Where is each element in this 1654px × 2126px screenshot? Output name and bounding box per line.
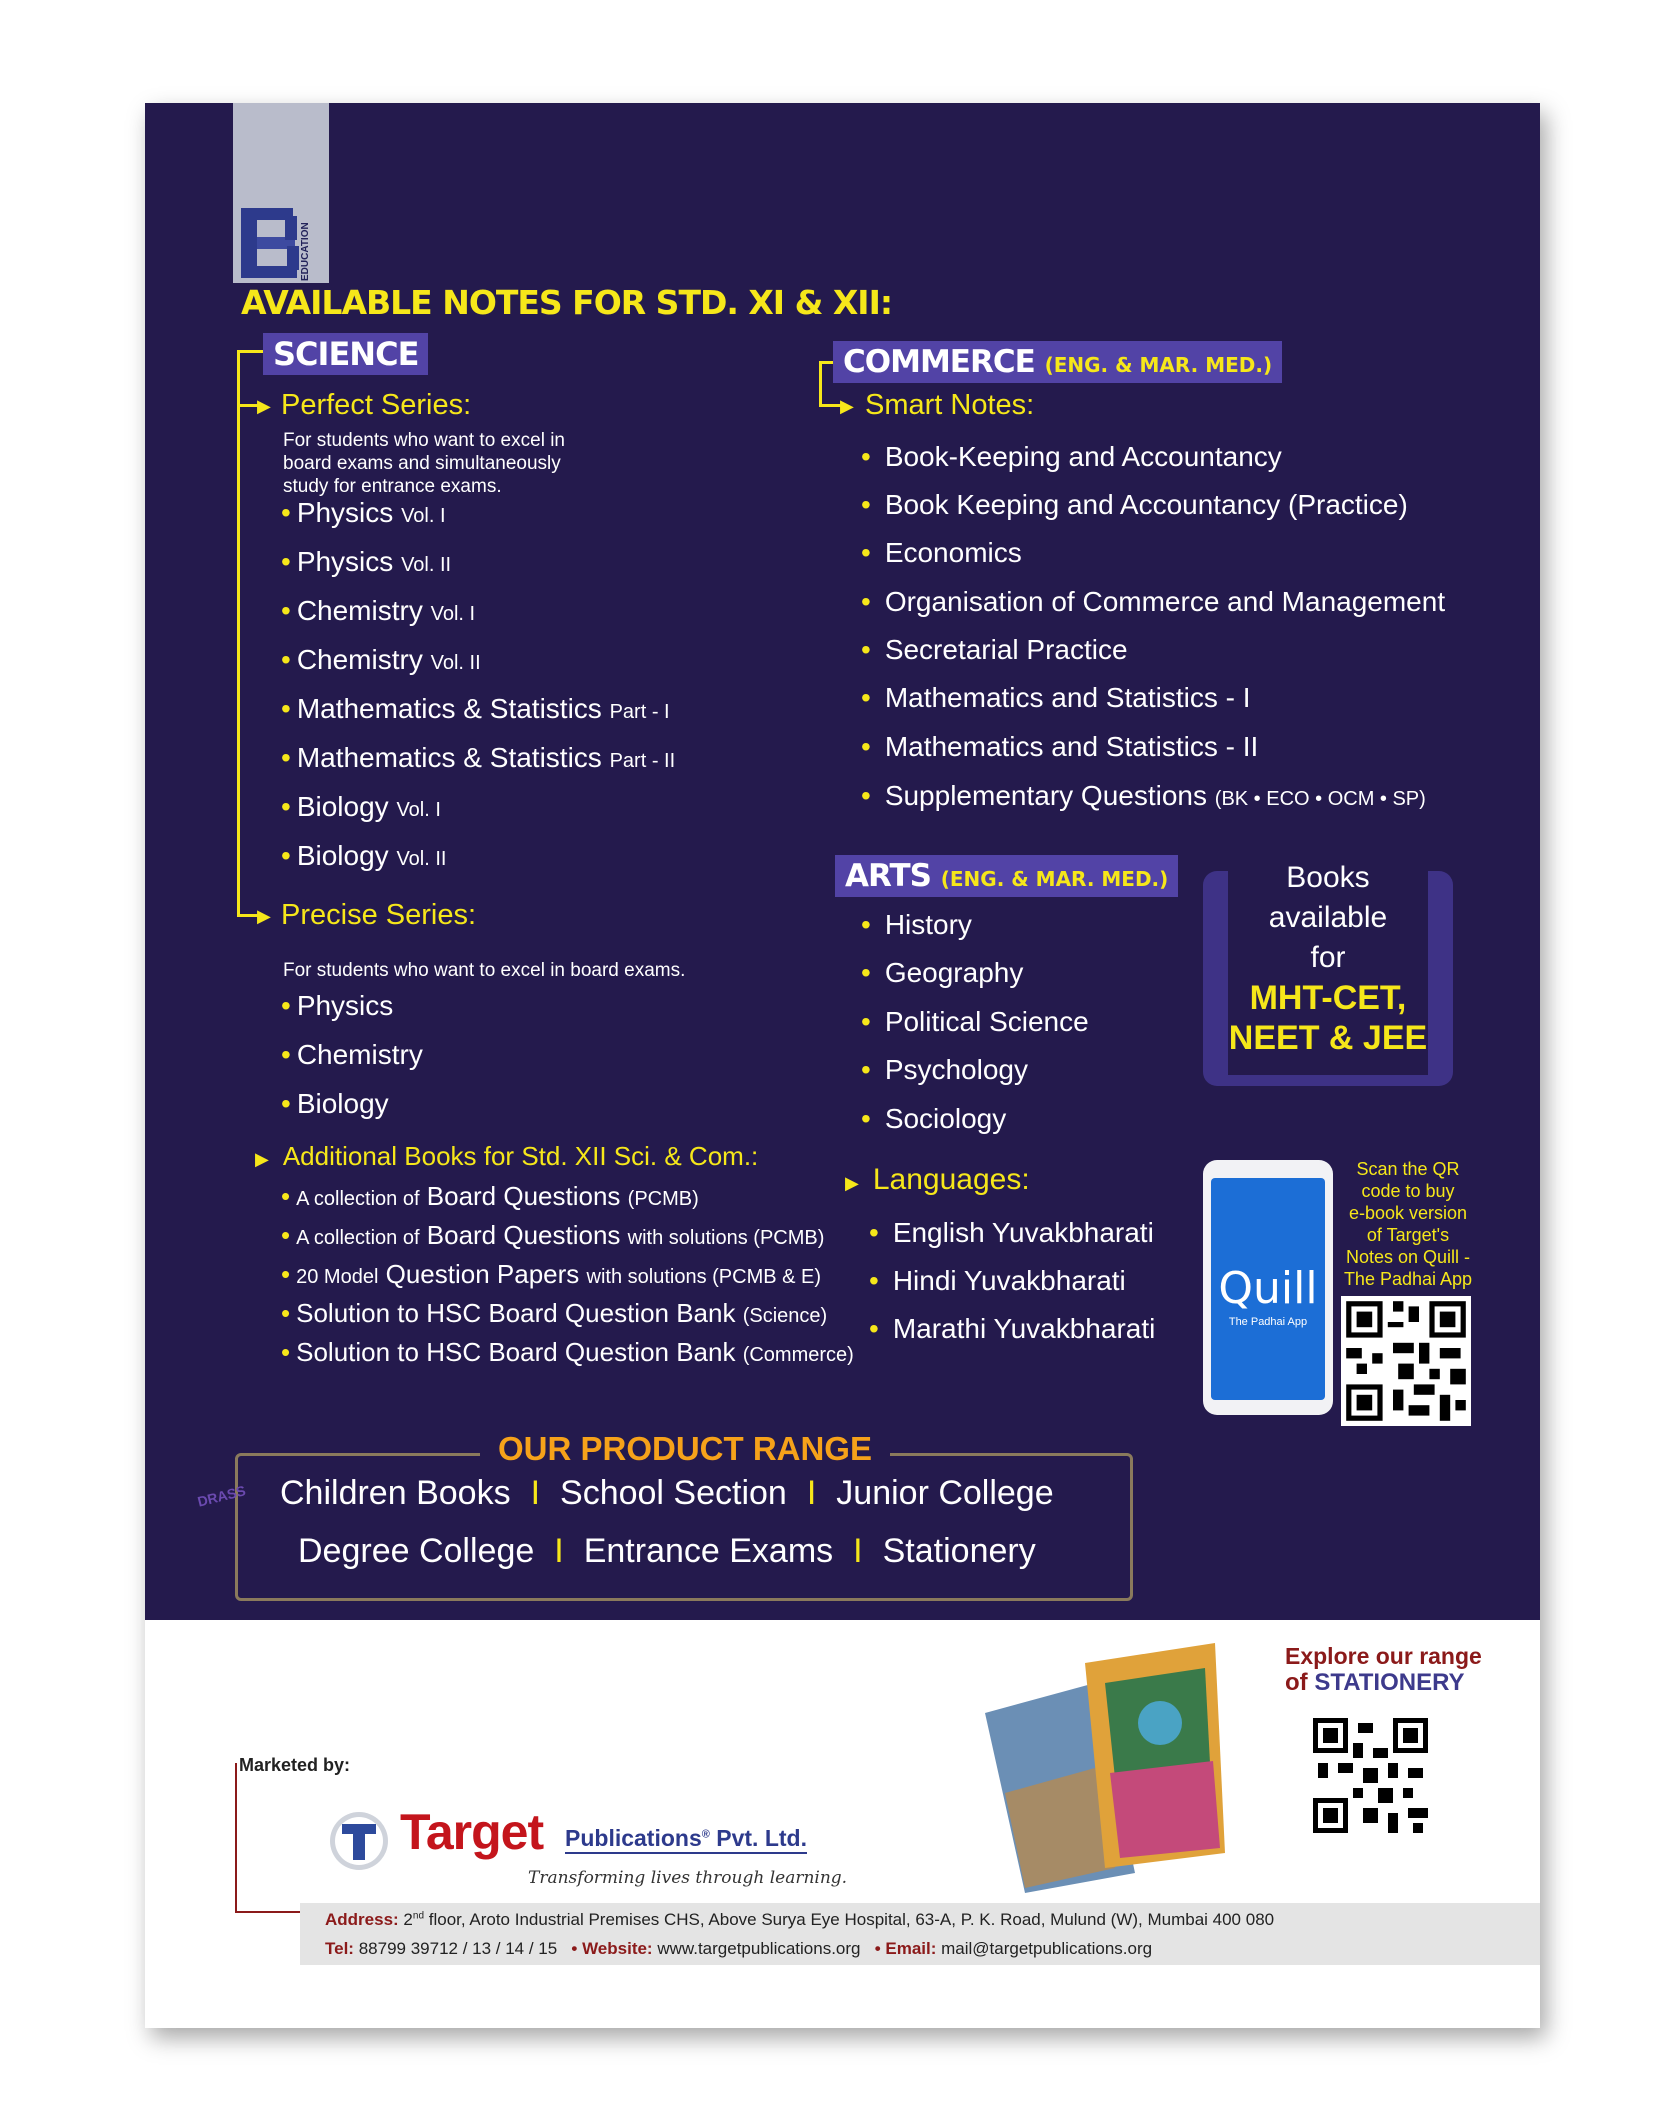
list-item: • Biology Vol. II <box>281 840 447 871</box>
address-line: Address: 2nd floor, Aroto Industrial Premises CHS, Above Surya Eye Hospital, 63-A, P. K. Road, Mulund (W), Mumbai 400 080 <box>325 1910 1275 1929</box>
scan-qr-text: Scan the QR code to buy e-book version of Target's Notes on Quill - The Padhai App <box>1343 1159 1473 1289</box>
precise-series-desc: For students who want to excel in board exams. <box>283 960 686 981</box>
list-item: • Marathi Yuvakbharati <box>869 1313 1156 1344</box>
marketed-by-label: Marketed by: <box>239 1755 351 1775</box>
list-item: • Chemistry Vol. I <box>281 595 476 626</box>
list-item: • Hindi Yuvakbharati <box>869 1265 1126 1296</box>
list-item: • Mathematics & Statistics Part - II <box>281 742 676 773</box>
quill-logo: Quill <box>1218 1263 1318 1314</box>
back-cover <box>145 103 1540 2028</box>
science-label: SCIENCE <box>263 333 428 375</box>
list-item: • Political Science <box>861 1006 1089 1037</box>
perfect-series-title: Perfect Series: <box>281 389 472 421</box>
list-item: • Chemistry Vol. II <box>281 644 481 675</box>
list-item: • Economics <box>861 537 1022 568</box>
list-item: • Secretarial Practice <box>861 634 1128 665</box>
stationery-qr-code-icon[interactable] <box>1308 1713 1433 1838</box>
email-link[interactable]: mail@targetpublications.org <box>941 1939 1153 1958</box>
perfect-series-desc: For students who want to excel in board exams and simultaneously study for entrance exams. <box>283 430 565 497</box>
science-bracket-top <box>237 350 263 353</box>
books-available-text: Books available for MHT-CET, NEET & JEE <box>1228 861 1428 1057</box>
marketed-line-h <box>235 1911 300 1913</box>
list-item: • Book-Keeping and Accountancy <box>861 441 1282 472</box>
commerce-bracket-line <box>819 361 822 407</box>
stationery-line2: of STATIONERY <box>1285 1669 1465 1696</box>
list-item: • Book Keeping and Accountancy (Practice) <box>861 489 1408 520</box>
brand-logo-icon <box>241 208 301 278</box>
list-item: • Mathematics and Statistics - I <box>861 682 1251 713</box>
commerce-label: COMMERCE (ENG. & MAR. MED.) <box>833 341 1282 383</box>
list-item: • Psychology <box>861 1054 1028 1085</box>
list-item: • Biology Vol. I <box>281 791 441 822</box>
list-item: • 20 Model Question Papers with solutions (PCMB & E) <box>281 1259 822 1289</box>
brand-tagline: Transforming lives through learning. <box>528 1868 848 1888</box>
precise-series-title: Precise Series: <box>281 899 477 931</box>
list-item: • Mathematics and Statistics - II <box>861 731 1259 762</box>
arrow-icon: ▶ <box>840 396 854 416</box>
list-item: • Physics <box>281 990 394 1021</box>
website-link[interactable]: www.targetpublications.org <box>657 1939 861 1958</box>
list-item: • History <box>861 909 972 940</box>
qr-code-icon[interactable] <box>1341 1296 1471 1426</box>
smart-notes-title: Smart Notes: <box>865 389 1035 421</box>
brand-publications: Publications® Pvt. Ltd. <box>565 1825 807 1854</box>
product-range-row: Degree College I Entrance Exams I Stationery <box>298 1532 1036 1570</box>
list-item: • Mathematics & Statistics Part - I <box>281 693 670 724</box>
arrow-icon: ▶ <box>257 906 271 926</box>
stationery-notebooks-image <box>985 1643 1225 1893</box>
list-item: • Geography <box>861 957 1024 988</box>
contact-line: Tel: 88799 39712 / 13 / 14 / 15 • Website: www.targetpublications.org • Email: mail@targetpublications.org <box>325 1939 1153 1958</box>
list-item: • English Yuvakbharati <box>869 1217 1154 1248</box>
list-item: • Sociology <box>861 1103 1007 1134</box>
list-item: • A collection of Board Questions with solutions (PCMB) <box>281 1220 825 1250</box>
stationery-line1: Explore our range <box>1285 1643 1482 1669</box>
target-logo-icon <box>328 1810 390 1872</box>
navy-panel <box>145 103 1540 1620</box>
notebook-label: DRASS <box>195 1482 248 1510</box>
arrow-icon: ▶ <box>257 396 271 416</box>
page-heading: AVAILABLE NOTES FOR STD. XI & XII: <box>241 283 893 322</box>
list-item: • Supplementary Questions (BK • ECO • OCM • SP) <box>861 780 1426 811</box>
list-item: • A collection of Board Questions (PCMB) <box>281 1181 699 1211</box>
list-item: • Biology <box>281 1088 389 1119</box>
additional-books-title: ▶ Additional Books for Std. XII Sci. & Com.: <box>255 1141 759 1171</box>
list-item: • Organisation of Commerce and Management <box>861 586 1446 617</box>
list-item: • Physics Vol. I <box>281 497 446 528</box>
list-item: • Solution to HSC Board Question Bank (Science) <box>281 1298 828 1328</box>
quill-tagline: The Padhai App <box>1228 1316 1308 1328</box>
list-item: • Solution to HSC Board Question Bank (Commerce) <box>281 1337 854 1367</box>
product-range-title: OUR PRODUCT RANGE <box>480 1430 890 1468</box>
science-bracket-line <box>237 350 240 916</box>
arts-label: ARTS (ENG. & MAR. MED.) <box>835 855 1178 897</box>
brand-name: Target <box>400 1804 544 1860</box>
languages-title: ▶ Languages: <box>845 1163 1030 1196</box>
logo-education-text: EDUCATION <box>300 222 311 281</box>
list-item: • Physics Vol. II <box>281 546 452 577</box>
marketed-line <box>235 1763 237 1913</box>
product-range-row: Children Books I School Section I Junior College <box>280 1474 1054 1512</box>
list-item: • Chemistry <box>281 1039 423 1070</box>
